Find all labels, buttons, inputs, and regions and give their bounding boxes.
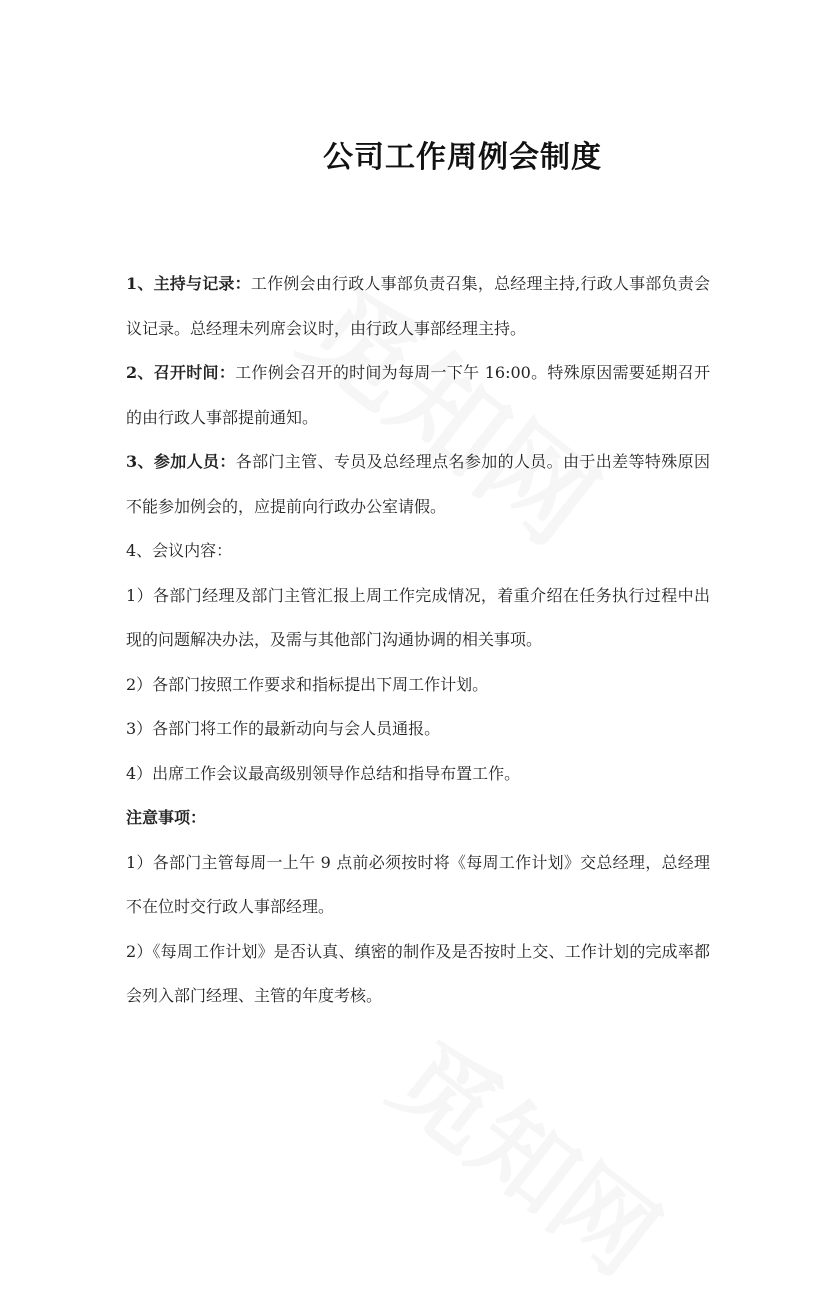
- list-item: 2）各部门按照工作要求和指标提出下周工作计划。: [126, 674, 489, 694]
- section-heading: 1、主持与记录：: [126, 274, 251, 293]
- section-text: 工作例会召开的时间为每周一下午 16:00。特殊原因需要延期召开的由行政人事部提前通知。: [126, 363, 710, 427]
- section-heading: 2、召开时间：: [126, 363, 236, 382]
- document-body: [126, 262, 710, 1019]
- list-item: 4）出席工作会议最高级别领导作总结和指导布置工作。: [126, 763, 521, 783]
- notes-heading: 注意事项：: [126, 808, 207, 827]
- list-item: 1）各部门主管每周一上午 9 点前必须按时将《每周工作计划》交总经理，总经理不在位时交行政人事部经理。: [126, 852, 710, 916]
- section-text: 各部门主管、专员及总经理点名参加的人员。由于出差等特殊原因不能参加例会的，应提前向行政办公室请假。: [126, 452, 710, 516]
- list-item: 1）各部门经理及部门主管汇报上周工作完成情况，着重介绍在任务执行过程中出现的问题解决办法，及需与其他部门沟通协调的相关事项。: [126, 585, 710, 649]
- section-paragraph: [126, 351, 710, 440]
- section-paragraph: [126, 262, 710, 351]
- list-item: 2）《每周工作计划》是否认真、缜密的制作及是否按时上交、工作计划的完成率都会列入部门经理、主管的年度考核。: [126, 941, 710, 1005]
- meeting-content-heading: 4、会议内容：: [126, 541, 233, 560]
- section-text: 工作例会由行政人事部负责召集，总经理主持,行政人事部负责会议记录。总经理未列席会议时，由行政人事部经理主持。: [126, 274, 710, 338]
- watermark-graphic: [367, 1003, 692, 1301]
- section-heading: 3、参加人员：: [126, 452, 236, 471]
- section-paragraph: [126, 440, 710, 529]
- document-title: 公司工作周例会制度: [323, 140, 602, 176]
- list-item: 3）各部门将工作的最新动向与会人员通报。: [126, 719, 441, 738]
